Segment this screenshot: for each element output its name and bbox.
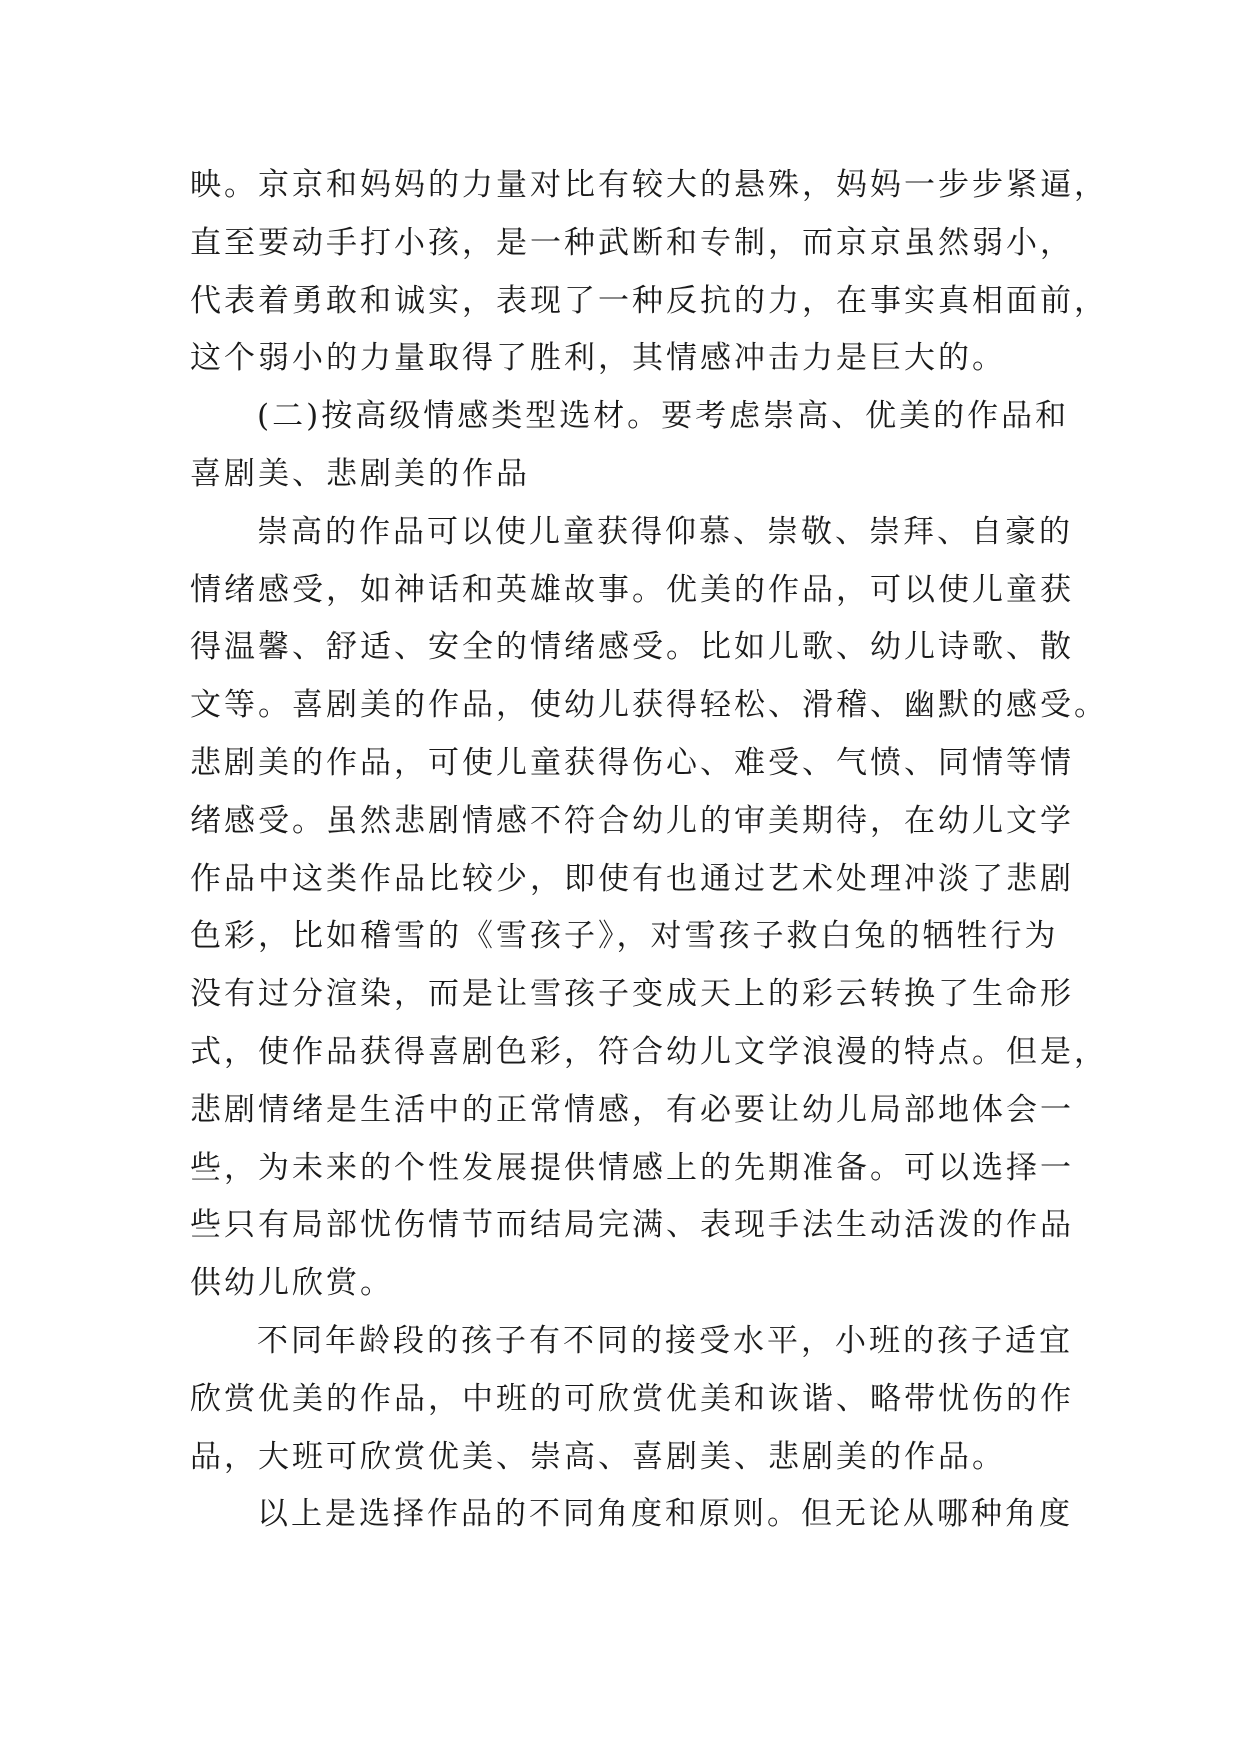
text-line: 以上是选择作品的不同角度和原则。但无论从哪种角度 [257, 1496, 1073, 1533]
text-line: 悲剧情绪是生活中的正常情感，有必要让幼儿局部地体会一 [190, 1091, 1074, 1128]
text-line: 些，为未来的个性发展提供情感上的先期准备。可以选择一 [190, 1149, 1074, 1186]
text-line: 映。京京和妈妈的力量对比有较大的悬殊，妈妈一步步紧逼， [190, 167, 1108, 203]
text-line: 得温馨、舒适、安全的情绪感受。比如儿歌、幼儿诗歌、散 [190, 629, 1074, 666]
text-line: 色彩，比如稽雪的《雪孩子》，对雪孩子救白兔的牺牲行为 [190, 918, 1059, 955]
text-line: 直至要动手打小孩，是一种武断和专制，而京京虽然弱小， [190, 224, 1074, 261]
text-line: 欣赏优美的作品，中班的可欣赏优美和诙谐、略带忧伤的作 [190, 1380, 1074, 1417]
text-line: 这个弱小的力量取得了胜利，其情感冲击力是巨大的。 [190, 340, 1006, 377]
text-line: 供幼儿欣赏。 [190, 1265, 394, 1302]
text-line: 品，大班可欣赏优美、崇高、喜剧美、悲剧美的作品。 [190, 1438, 1006, 1475]
text-line: 代表着勇敢和诚实，表现了一种反抗的力，在事实真相面前， [190, 282, 1108, 319]
section-heading-line: (二)按高级情感类型选材。要考虑崇高、优美的作品和 [257, 398, 1070, 435]
section-heading-line: 喜剧美、悲剧美的作品 [190, 455, 530, 492]
text-line: 情绪感受，如神话和英雄故事。优美的作品，可以使儿童获 [190, 571, 1074, 608]
text-line: 不同年龄段的孩子有不同的接受水平，小班的孩子适宜 [257, 1322, 1073, 1359]
text-line: 崇高的作品可以使儿童获得仰慕、崇敬、崇拜、自豪的 [257, 513, 1073, 550]
text-line: 式，使作品获得喜剧色彩，符合幼儿文学浪漫的特点。但是， [190, 1033, 1108, 1070]
text-line: 没有过分渲染，而是让雪孩子变成天上的彩云转换了生命形 [190, 976, 1074, 1013]
text-line: 绪感受。虽然悲剧情感不符合幼儿的审美期待，在幼儿文学 [190, 802, 1074, 839]
text-line: 悲剧美的作品，可使儿童获得伤心、难受、气愤、同情等情 [190, 744, 1074, 781]
text-line: 些只有局部忧伤情节而结局完满、表现手法生动活泼的作品 [190, 1207, 1074, 1244]
body-text [190, 157, 1108, 1544]
text-line: 文等。喜剧美的作品，使幼儿获得轻松、滑稽、幽默的感受。 [190, 687, 1108, 724]
text-line: 作品中这类作品比较少，即使有也通过艺术处理冲淡了悲剧 [190, 860, 1074, 897]
